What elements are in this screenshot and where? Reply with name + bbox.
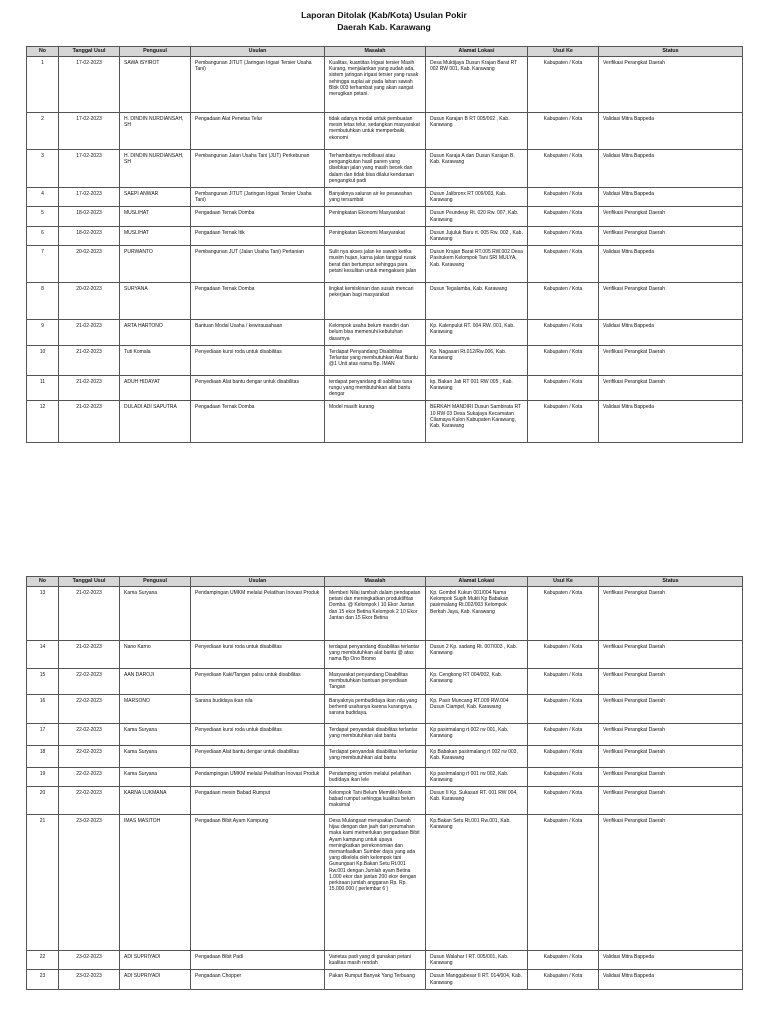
cell-status: Validasi Mitra Bappeda	[599, 188, 743, 207]
cell-tanggal: 21-02-2023	[59, 587, 120, 641]
table-body	[27, 57, 743, 443]
cell-pengusul: H. DINDIN NURDIANSAH, SH	[120, 150, 191, 188]
cell-usulan: Bantuan Modal Usaha / kewirausahaan	[191, 320, 325, 346]
cell-usulan: Pembangunan JITUT (Jaringan Irigasi Tersier Usaha Tani)	[191, 188, 325, 207]
cell-no: 10	[27, 345, 59, 375]
cell-usulan: Pengadaan Ternak Domba	[191, 207, 325, 226]
cell-no: 11	[27, 375, 59, 401]
cell-status: Verifikasi Perangkat Daerah	[599, 815, 743, 951]
cell-usul-ke: Kabupaten / Kota	[528, 188, 599, 207]
cell-alamat: Kp. Nagasari Rt.012/Rw.006, Kab. Karawang	[426, 345, 528, 375]
cell-usulan: Pengadaan Ternak Domba	[191, 401, 325, 443]
cell-masalah: Sulit nya akses jalan ke sawah ketika musim hujan, karna jalan tanggul rusak berat dan bertumpur sehingga para petani kesulitan untuk mengakses jalan	[325, 246, 426, 283]
cell-no: 18	[27, 745, 59, 767]
cell-no: 4	[27, 188, 59, 207]
cell-usul-ke: Kabupaten / Kota	[528, 345, 599, 375]
table-row	[27, 345, 743, 375]
cell-usulan: Pengadaan Bibit Ayam Kampung	[191, 815, 325, 951]
cell-no: 14	[27, 641, 59, 669]
cell-masalah: Varietas padi yang di gunakan petani kualitas masih rendah	[325, 951, 426, 970]
cell-usulan: Pembangunan JITUT (Jaringan Irigasi Tersier Usaha Tani)	[191, 57, 325, 113]
cell-alamat: Dusun Walahar I RT. 005/001, Kab. Karawang	[426, 951, 528, 970]
cell-tanggal: 22-02-2023	[59, 694, 120, 723]
cell-alamat: Kp.Bakan Setu Rt.001 Rw.001, Kab. Karawang	[426, 815, 528, 951]
cell-no: 22	[27, 951, 59, 970]
cell-masalah: Kelompok usaha belum mandiri dan belum bisa memenuhi kebutuhan dasarnya	[325, 320, 426, 346]
cell-alamat: Dusun Krajan Barat RT.005 RW.002 Desa Pasirukem Kelompok Tani SRI MULYA, Kab. Karawang	[426, 246, 528, 283]
cell-alamat: Kp pasirmalang rt 002 rw 001, Kab. Karawang	[426, 723, 528, 745]
cell-masalah: Terdapat Penyandang Disabilitas Terlantar yang membutuhkan Alat Bantu @1 Unit atas nama Bp. IMAN	[325, 345, 426, 375]
column-header-tanggal: Tanggal Usul	[59, 577, 120, 587]
cell-usulan: Pendampingan UMKM melalui Pelatihan Inovasi Produk	[191, 587, 325, 641]
cell-masalah: terdapat penyandang disabilitas terlantar yang membutuhkan alat bantu @ atas nama Bp Ono Bromo	[325, 641, 426, 669]
cell-masalah: terdapat penyandang di sabilitas tuna rungu yang membutuhkan alat bantu dengar	[325, 375, 426, 401]
table-row	[27, 226, 743, 245]
cell-masalah: Model masih kurang	[325, 401, 426, 443]
table-row	[27, 57, 743, 113]
cell-alamat: Desa Muktijaya Dusun Krajan Barat RT 002 RW 001, Kab. Karawang	[426, 57, 528, 113]
cell-alamat: Kp. Gombol Kukun 001/004 Nama Kelompok Sugih Mukti Kp Babakan pasirmalang Rt.002/003 Kelompok Berkah Jaya, Kab. Karawang	[426, 587, 528, 641]
cell-tanggal: 22-02-2023	[59, 767, 120, 786]
usulan-table-page-2	[26, 576, 743, 990]
table-row	[27, 767, 743, 786]
cell-no: 20	[27, 787, 59, 815]
cell-pengusul: MUSLIHAT	[120, 226, 191, 245]
column-header-pengusul: Pengusul	[120, 47, 191, 57]
cell-alamat: Kp Babakan pasirmalang rt 002 rw 003, Kab. Karawang	[426, 745, 528, 767]
cell-masalah: Masyarakat penyandang Disabilitas membutuhkan bantuan penyediaan Tangan	[325, 669, 426, 695]
cell-pengusul: KARNA LUKMANA	[120, 787, 191, 815]
table-row	[27, 113, 743, 150]
cell-no: 21	[27, 815, 59, 951]
column-header-pengusul: Pengusul	[120, 577, 191, 587]
cell-usul-ke: Kabupaten / Kota	[528, 970, 599, 989]
cell-pengusul: PURWANTO	[120, 246, 191, 283]
cell-no: 23	[27, 970, 59, 989]
column-header-alamat: Alamat Lokasi	[426, 47, 528, 57]
cell-usul-ke: Kabupaten / Kota	[528, 401, 599, 443]
cell-status: Validasi Mitra Bappeda	[599, 150, 743, 188]
cell-pengusul: Kama Suryana	[120, 745, 191, 767]
column-header-no: No	[27, 577, 59, 587]
column-header-tanggal: Tanggal Usul	[59, 47, 120, 57]
cell-masalah: Pendamping umkm melalui pelatihan budidaya ikan lele	[325, 767, 426, 786]
table-header-row	[27, 577, 743, 587]
table-row	[27, 951, 743, 970]
cell-usulan: Pengadaan mesin Babad Rumput	[191, 787, 325, 815]
cell-status: Verifikasi Perangkat Daerah	[599, 207, 743, 226]
cell-tanggal: 21-02-2023	[59, 375, 120, 401]
table-row	[27, 745, 743, 767]
cell-alamat: Kp. Kalenpulut RT. 004 RW. 001, Kab. Karawang	[426, 320, 528, 346]
cell-usul-ke: Kabupaten / Kota	[528, 320, 599, 346]
cell-usul-ke: Kabupaten / Kota	[528, 283, 599, 320]
table-row	[27, 150, 743, 188]
cell-no: 15	[27, 669, 59, 695]
report-subtitle: Daerah Kab. Karawang	[337, 22, 431, 32]
cell-pengusul: SURYANA	[120, 283, 191, 320]
cell-no: 6	[27, 226, 59, 245]
column-header-no: No	[27, 47, 59, 57]
cell-status: Verifikasi Perangkat Daerah	[599, 57, 743, 113]
table-row	[27, 669, 743, 695]
cell-tanggal: 23-02-2023	[59, 951, 120, 970]
cell-usulan: Penyediaan Kaki/Tangan palsu untuk disabilitas	[191, 669, 325, 695]
cell-usulan: Pembangunan Jalan Usaha Tani (JUT) Perkebunan	[191, 150, 325, 188]
cell-alamat: BERKAH MANDIRI Dusun Sambirata RT 10 RW 03 Desa Sukajaya Kecamatan Cilamaya Kulon Kabupaten Karawang, Kab. Karawang	[426, 401, 528, 443]
cell-tanggal: 20-02-2023	[59, 246, 120, 283]
cell-tanggal: 23-02-2023	[59, 815, 120, 951]
cell-tanggal: 23-02-2023	[59, 970, 120, 989]
cell-pengusul: Nano Karno	[120, 641, 191, 669]
cell-pengusul: DULADI ADI SAPUTRA	[120, 401, 191, 443]
report-title: Laporan Ditolak (Kab/Kota) Usulan Pokir	[301, 10, 467, 20]
cell-tanggal: 21-02-2023	[59, 401, 120, 443]
cell-tanggal: 18-02-2023	[59, 207, 120, 226]
cell-usul-ke: Kabupaten / Kota	[528, 246, 599, 283]
cell-masalah: Terdapat penyandak disabilitas terlantar yang membutuhkan alat bantu	[325, 723, 426, 745]
cell-usul-ke: Kabupaten / Kota	[528, 226, 599, 245]
cell-no: 8	[27, 283, 59, 320]
table-row	[27, 207, 743, 226]
table-row	[27, 188, 743, 207]
cell-tanggal: 22-02-2023	[59, 669, 120, 695]
cell-alamat: Dusun Karajan B RT 005/002 , Kab. Karawang	[426, 113, 528, 150]
table-row	[27, 787, 743, 815]
column-header-usulan: Usulan	[191, 577, 325, 587]
cell-status: Verifikasi Perangkat Daerah	[599, 345, 743, 375]
cell-pengusul: MARSONO	[120, 694, 191, 723]
cell-usul-ke: Kabupaten / Kota	[528, 815, 599, 951]
cell-alamat: Dusun Jalibronx RT 009/003, Kab. Karawang	[426, 188, 528, 207]
cell-no: 9	[27, 320, 59, 346]
cell-status: Verifikasi Perangkat Daerah	[599, 226, 743, 245]
cell-status: Verifikasi Perangkat Daerah	[599, 694, 743, 723]
cell-usul-ke: Kabupaten / Kota	[528, 207, 599, 226]
cell-status: Validasi Mitra Bappeda	[599, 951, 743, 970]
cell-masalah: Kelompok Tani Belum Memiliki Mesin babad rumput sehingga kualitas belum maksimal	[325, 787, 426, 815]
cell-usulan: Pengadaan Ternak Domba	[191, 283, 325, 320]
cell-status: Validasi Mitra Bappeda	[599, 320, 743, 346]
cell-tanggal: 21-02-2023	[59, 320, 120, 346]
cell-masalah: Pakan Rumput Banyak Yang Terbuang	[325, 970, 426, 989]
cell-usul-ke: Kabupaten / Kota	[528, 57, 599, 113]
column-header-masalah: Masalah	[325, 47, 426, 57]
table-row	[27, 375, 743, 401]
table-row	[27, 246, 743, 283]
cell-usulan: Sarana budidaya ikan nila	[191, 694, 325, 723]
table-row	[27, 641, 743, 669]
cell-status: Verifikasi Perangkat Daerah	[599, 587, 743, 641]
cell-tanggal: 17-02-2023	[59, 188, 120, 207]
cell-alamat: Dusun 2 Kp. sadang Rt. 007/003 , Kab. Karawang	[426, 641, 528, 669]
cell-tanggal: 17-02-2023	[59, 113, 120, 150]
cell-alamat: Dusun Peundeuy Rt. 020 Rw. 007, Kab. Karawang	[426, 207, 528, 226]
cell-masalah: Memberi Nilai tambah dalam pendapatan petani dan meningkatkan produktifitas Domba. @ Kelompok I 10 Ekor Jantan dan 15 ekor Betina Kelompok 2 10 Ekor Jantan dan 15 Ekor Betina	[325, 587, 426, 641]
cell-no: 13	[27, 587, 59, 641]
cell-usulan: Pembangunan JUT (Jalan Usaha Tani) Pertanian	[191, 246, 325, 283]
cell-usulan: Pengadaan Chopper	[191, 970, 325, 989]
cell-usulan: Pengadaan Ternak Itik	[191, 226, 325, 245]
cell-usul-ke: Kabupaten / Kota	[528, 694, 599, 723]
table-row	[27, 320, 743, 346]
cell-pengusul: Kama Suryana	[120, 767, 191, 786]
cell-pengusul: IMAS MASITOH	[120, 815, 191, 951]
cell-tanggal: 17-02-2023	[59, 150, 120, 188]
cell-alamat: Kp. Cengkong RT 004/002, Kab. Karawang	[426, 669, 528, 695]
cell-status: Verifikasi Perangkat Daerah	[599, 787, 743, 815]
cell-masalah: Peningkatan Ekonomi Masyarakat	[325, 207, 426, 226]
cell-pengusul: Tuti Komala	[120, 345, 191, 375]
cell-alamat: Dusun Tegalamba, Kab. Karawang	[426, 283, 528, 320]
cell-masalah: Kualitas, kuantitas Irigasi tersier Masih Kurang, menjalankan yang sudah ada, sistem jaringan irigasi tersier yang rusak sehingga suplai air pada lahan sawah Blok 003 terhambat yang akan sangat merugikan petani.	[325, 57, 426, 113]
cell-status: Validasi Mitra Bappeda	[599, 401, 743, 443]
cell-usul-ke: Kabupaten / Kota	[528, 375, 599, 401]
column-header-alamat: Alamat Lokasi	[426, 577, 528, 587]
report-title-block	[0, 9, 768, 33]
cell-tanggal: 21-02-2023	[59, 345, 120, 375]
cell-usul-ke: Kabupaten / Kota	[528, 587, 599, 641]
table-row	[27, 694, 743, 723]
cell-status: Verifikasi Perangkat Daerah	[599, 375, 743, 401]
cell-tanggal: 22-02-2023	[59, 787, 120, 815]
column-header-usulan: Usulan	[191, 47, 325, 57]
cell-usulan: Pengadaan Bibit Padi	[191, 951, 325, 970]
cell-tanggal: 22-02-2023	[59, 745, 120, 767]
cell-usul-ke: Kabupaten / Kota	[528, 787, 599, 815]
cell-masalah: Banyaknya pembudidaya ikan nila yang berhenti usahanya karena kurangnya sarana budidaya.	[325, 694, 426, 723]
cell-no: 5	[27, 207, 59, 226]
usulan-table-page-1	[26, 46, 743, 443]
column-header-status: Status	[599, 47, 743, 57]
cell-tanggal: 21-02-2023	[59, 641, 120, 669]
table-header-row	[27, 47, 743, 57]
cell-masalah: Terhambatnya mobilisasi atau pengangkutan hasil panen yang disebkan jalan yang masih becek dan dalam dan tidak bisa dilalui kendaraan pengangkut padi	[325, 150, 426, 188]
cell-status: Validasi Mitra Bappeda	[599, 113, 743, 150]
cell-usul-ke: Kabupaten / Kota	[528, 669, 599, 695]
cell-pengusul: ADUH HIDAYAT	[120, 375, 191, 401]
cell-no: 19	[27, 767, 59, 786]
cell-tanggal: 20-02-2023	[59, 283, 120, 320]
cell-masalah: Peningkatan Ekonomi Masyarakat	[325, 226, 426, 245]
cell-pengusul: SAWA ISYIROT	[120, 57, 191, 113]
cell-no: 2	[27, 113, 59, 150]
cell-alamat: Kp. Pasir Muncang RT.009 RW.004 Dusun Ciampel, Kab. Karawang	[426, 694, 528, 723]
cell-status: Verifikasi Perangkat Daerah	[599, 745, 743, 767]
cell-usul-ke: Kabupaten / Kota	[528, 767, 599, 786]
cell-status: Validasi Mitra Bappeda	[599, 246, 743, 283]
cell-usul-ke: Kabupaten / Kota	[528, 641, 599, 669]
cell-masalah: Banyaknya saluran air ke pesawahan yang tersumbat	[325, 188, 426, 207]
cell-alamat: Dusun Manggabesar II RT. 014/004, Kab. Karawang	[426, 970, 528, 989]
table-row	[27, 283, 743, 320]
cell-alamat: Kp pasirmalang rt 001 rw 002, Kab. Karawang	[426, 767, 528, 786]
cell-alamat: kp. Bakan Jati RT 001 RW 005 , Kab. Karawang	[426, 375, 528, 401]
cell-alamat: Dusun Jujuluk Baru rt. 005 Rw. 002 , Kab. Karawang	[426, 226, 528, 245]
cell-usul-ke: Kabupaten / Kota	[528, 113, 599, 150]
cell-usulan: Pengadaan Alat Penetas Telur	[191, 113, 325, 150]
cell-no: 1	[27, 57, 59, 113]
cell-masalah: tidak adanya modal untuk pembuatan mesin tetas telur, sedangkan masyarakat membutuhkan untuk memperbaiki ekonomi	[325, 113, 426, 150]
table-body	[27, 587, 743, 990]
table-row	[27, 587, 743, 641]
cell-masalah: Terdapat penyandak disabilitas terlantar yang membutuhkan alat bantu	[325, 745, 426, 767]
cell-usulan: Penyediaan Alat bantu dengar untuk disabilitas	[191, 745, 325, 767]
cell-no: 12	[27, 401, 59, 443]
cell-pengusul: Kama Suryana	[120, 723, 191, 745]
cell-masalah: Desa Mulangsari merupakan Daerah hijau dengan dan jauh dari perumahan maka kami memerlukan pengadaan Bibit Ayam kampung untuk upaya meningkatkan perekonomian dan memanfaatkan Sumber daya yang ada yang dikelola oleh kelompok tani Gunungsari Kp.Bakan Setu Rt.001 Rw.001 dengan Jumlah ayam Betina 1.000 ekor dan jantan 200 ekor dengan perkiraan jumlah anggaran Rp. Rp. 15.000.000 ( perlembar 6 )	[325, 815, 426, 951]
cell-usul-ke: Kabupaten / Kota	[528, 745, 599, 767]
table-row	[27, 970, 743, 989]
cell-usulan: Pendampingan UMKM melalui Pelatihan Inovasi Produk	[191, 767, 325, 786]
cell-tanggal: 18-02-2023	[59, 226, 120, 245]
cell-alamat: Dusun Karaja A dan Dusun Karajan B, Kab. Karawang	[426, 150, 528, 188]
cell-status: Verifikasi Perangkat Daerah	[599, 641, 743, 669]
cell-usul-ke: Kabupaten / Kota	[528, 150, 599, 188]
cell-usulan: Penyediaan kursi roda untuk disabilitas	[191, 345, 325, 375]
cell-pengusul: Kama Suryana	[120, 587, 191, 641]
column-header-status: Status	[599, 577, 743, 587]
cell-alamat: Dusun II Kp. Sukasari RT. 001 RW 004, Kab. Karawang	[426, 787, 528, 815]
cell-pengusul: SAEPI ANWAR	[120, 188, 191, 207]
cell-no: 16	[27, 694, 59, 723]
cell-pengusul: AAN DAROJI	[120, 669, 191, 695]
column-header-usul-ke: Usul Ke	[528, 577, 599, 587]
cell-tanggal: 22-02-2023	[59, 723, 120, 745]
cell-pengusul: ADI SUPRIYADI	[120, 970, 191, 989]
cell-usul-ke: Kabupaten / Kota	[528, 951, 599, 970]
cell-status: Verifikasi Perangkat Daerah	[599, 669, 743, 695]
cell-pengusul: H. DINDIN NURDIANSAH, SH	[120, 113, 191, 150]
cell-masalah: lingkat kemiskinan dan susah mencari pekerjaan bagi masyarakat	[325, 283, 426, 320]
table-row	[27, 815, 743, 951]
cell-pengusul: ADI SUPRIYADI	[120, 951, 191, 970]
cell-tanggal: 17-02-2023	[59, 57, 120, 113]
cell-usul-ke: Kabupaten / Kota	[528, 723, 599, 745]
cell-pengusul: MUSLIHAT	[120, 207, 191, 226]
cell-no: 7	[27, 246, 59, 283]
cell-usulan: Penyediaan kursi roda untuk disabilitas	[191, 641, 325, 669]
cell-status: Validasi Mitra Bappeda	[599, 970, 743, 989]
cell-no: 3	[27, 150, 59, 188]
cell-status: Verifikasi Perangkat Daerah	[599, 767, 743, 786]
cell-usulan: Penyediaan kursi roda untuk disabilitas	[191, 723, 325, 745]
cell-no: 17	[27, 723, 59, 745]
column-header-usul-ke: Usul Ke	[528, 47, 599, 57]
cell-pengusul: ARTA HARTONO	[120, 320, 191, 346]
column-header-masalah: Masalah	[325, 577, 426, 587]
cell-usulan: Penyediaan Alat bantu dengar untuk disabilitas	[191, 375, 325, 401]
table-row	[27, 723, 743, 745]
table-row	[27, 401, 743, 443]
cell-status: Verifikasi Perangkat Daerah	[599, 723, 743, 745]
cell-status: Verifikasi Perangkat Daerah	[599, 283, 743, 320]
